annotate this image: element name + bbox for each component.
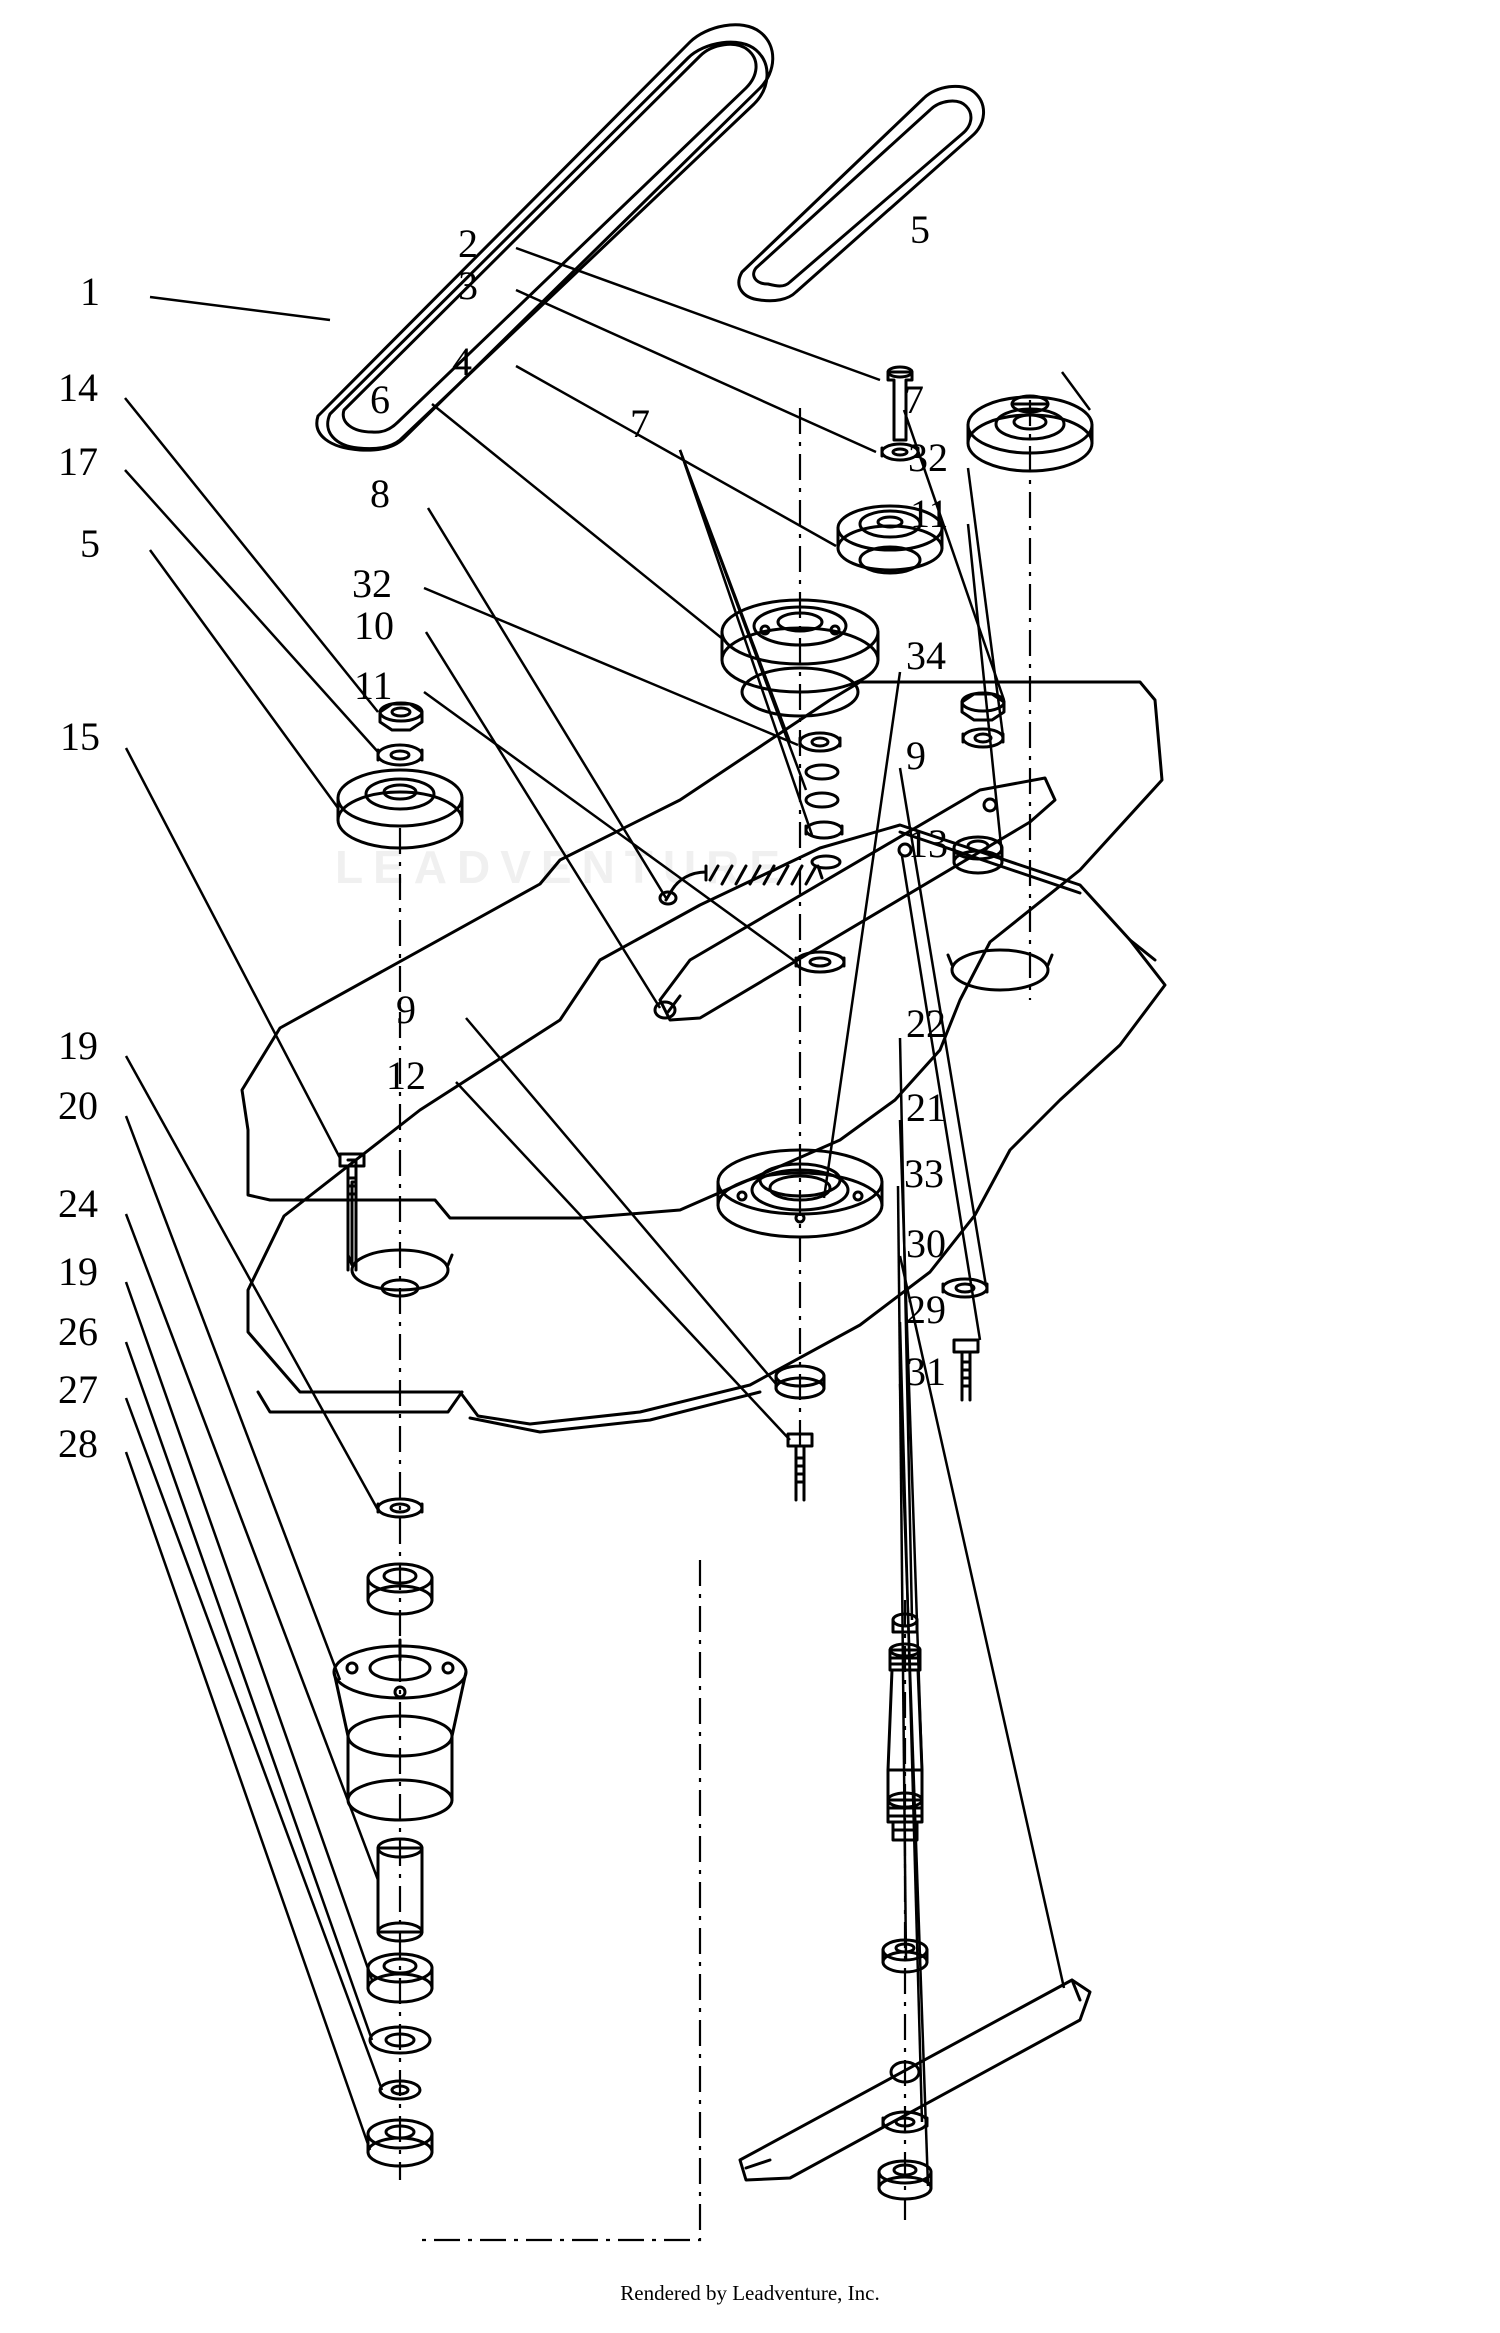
callout-6: 6 <box>370 377 390 422</box>
callout-11-left: 11 <box>354 663 393 708</box>
callout-19-lower: 19 <box>58 1249 98 1294</box>
callout-22: 22 <box>906 1001 946 1046</box>
callout-24: 24 <box>58 1181 98 1226</box>
callout-14: 14 <box>58 365 98 410</box>
callout-1: 1 <box>80 269 100 314</box>
callout-3: 3 <box>458 263 478 308</box>
callout-9-center: 9 <box>396 987 416 1032</box>
callout-28: 28 <box>58 1421 98 1466</box>
callout-5-left: 5 <box>80 521 100 566</box>
callout-11-right: 11 <box>910 491 949 536</box>
callout-2: 2 <box>458 221 478 266</box>
callout-9-right: 9 <box>906 733 926 778</box>
callout-34: 34 <box>906 633 946 678</box>
callout-15: 15 <box>60 714 100 759</box>
callout-33: 33 <box>904 1151 944 1196</box>
callout-32-left: 32 <box>352 561 392 606</box>
callout-17: 17 <box>58 439 98 484</box>
callout-4: 4 <box>452 339 472 384</box>
callout-12: 12 <box>386 1053 426 1098</box>
callout-20: 20 <box>58 1083 98 1128</box>
callout-32-right: 32 <box>908 435 948 480</box>
callout-31: 31 <box>906 1349 946 1394</box>
callout-27: 27 <box>58 1367 98 1412</box>
callout-29: 29 <box>906 1287 946 1332</box>
callout-19-upper: 19 <box>58 1023 98 1068</box>
callout-30: 30 <box>906 1221 946 1266</box>
callout-7-right: 7 <box>904 377 924 422</box>
callout-5-top-right: 5 <box>910 207 930 252</box>
callout-8: 8 <box>370 471 390 516</box>
callout-10: 10 <box>354 603 394 648</box>
callout-26: 26 <box>58 1309 98 1354</box>
watermark-text: LEADVENTURE <box>335 841 791 893</box>
callout-13: 13 <box>908 821 948 866</box>
callout-7-center: 7 <box>630 401 650 446</box>
footer-credit: Rendered by Leadventure, Inc. <box>620 2281 880 2305</box>
callout-21: 21 <box>906 1085 946 1130</box>
